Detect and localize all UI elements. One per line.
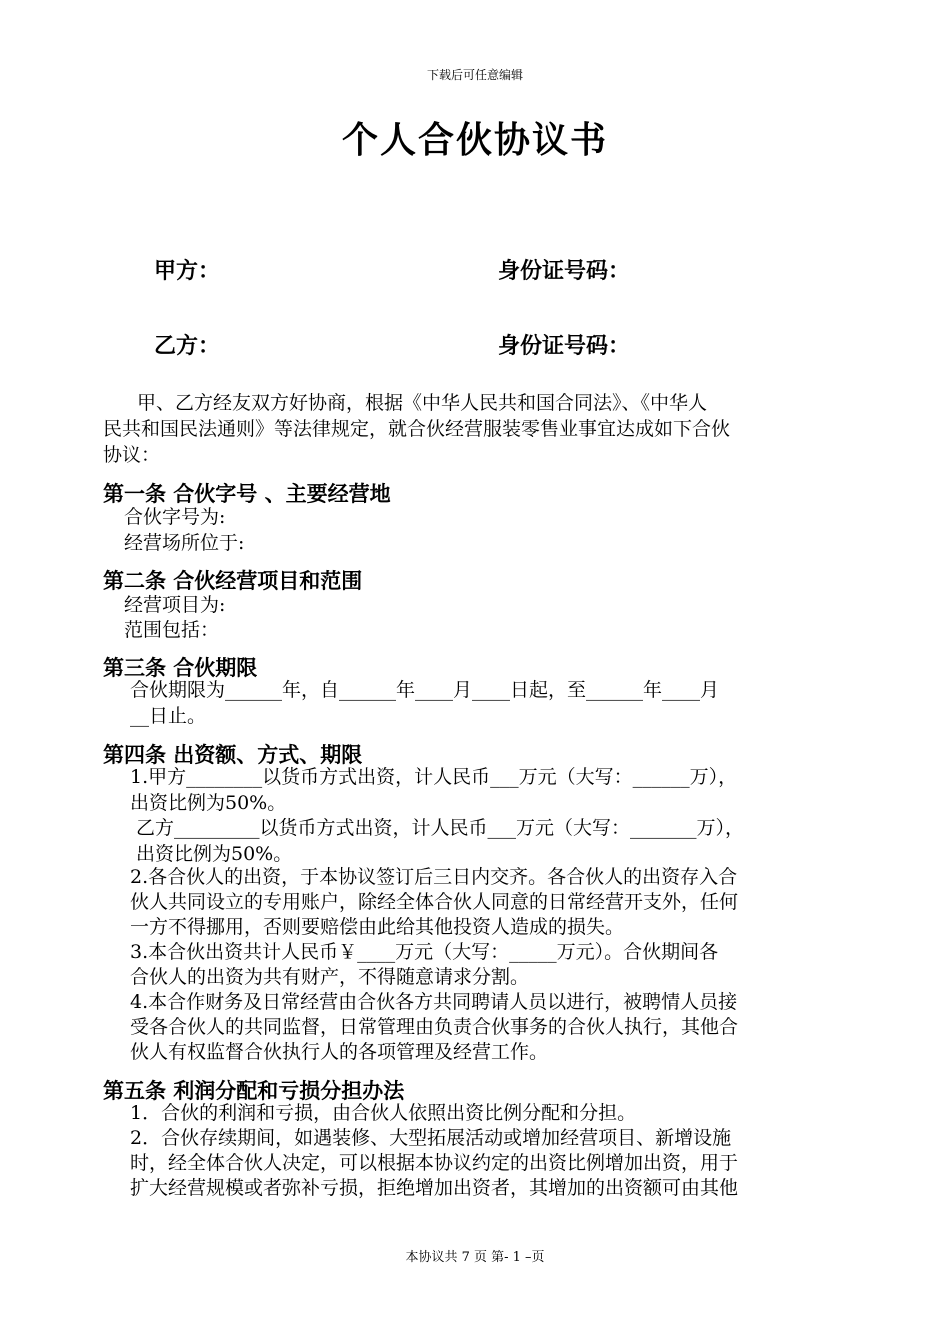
- business-scope-line: 范围包括：: [124, 619, 220, 641]
- document-title: 个人合伙协议书: [341, 119, 608, 161]
- contribution-line: 伙人有权监督合伙执行人的各项管理及经营工作。: [130, 1041, 549, 1063]
- intro-paragraph: [103, 390, 848, 468]
- contribution-line: 4.本合作财务及日常经营由合伙各方共同聘请人员以进行，被聘情人员接: [130, 991, 738, 1013]
- contribution-line: 出资比例为50%。: [130, 792, 287, 814]
- article-2-heading: 第二条 合伙经营项目和范围: [103, 568, 363, 593]
- trade-name-line: 合伙字号为:: [124, 506, 226, 528]
- intro-line: 民共和国民法通则》等法律规定，就合伙经营服装零售业事宜达成如下合伙: [103, 418, 731, 440]
- contribution-line: 1.甲方________以货币方式出资，计人民币___万元（大写：______万），: [130, 766, 738, 788]
- term-line: 合伙期限为______年，自______年____月____日起，至______年____月: [130, 679, 720, 701]
- profit-loss-line: 1．合伙的利润和亏损，由合伙人依照出资比例分配和分担。: [130, 1102, 637, 1124]
- business-project-line: 经营项目为:: [124, 594, 226, 616]
- header-note: 下载后可任意编辑: [426, 68, 523, 82]
- contribution-line: 一方不得挪用，否则要赔偿由此给其他投资人造成的损失。: [130, 916, 625, 938]
- party-b-label: 乙方：: [154, 333, 221, 359]
- article-5-heading: 第五条 利润分配和亏损分担办法: [103, 1078, 405, 1103]
- profit-loss-line: 时，经全体合伙人决定，可以根据本协议约定的出资比例增加出资，用于: [130, 1152, 739, 1174]
- profit-loss-line: 扩大经营规模或者弥补亏损，拒绝增加出资者，其增加的出资额可由其他: [130, 1177, 739, 1199]
- business-location-line: 经营场所位于:: [124, 532, 245, 554]
- party-b-id-label: 身份证号码：: [498, 333, 631, 359]
- page-footer: 本协议共 7 页 第- 1 –页: [405, 1250, 545, 1265]
- article-3-heading: 第三条 合伙期限: [103, 655, 258, 680]
- contribution-line: 合伙人的出资为共有财产，不得随意请求分割。: [130, 966, 530, 988]
- party-a-id-label: 身份证号码：: [498, 258, 631, 284]
- contribution-line: 伙人共同设立的专用账户，除经全体合伙人同意的日常经营开支外，任何: [130, 891, 739, 913]
- contribution-line: 乙方_________以货币方式出资，计人民币___万元（大写：_______万），: [136, 817, 745, 839]
- contribution-line: 2.各合伙人的出资，于本协议签订后三日内交齐。各合伙人的出资存入合: [130, 866, 738, 888]
- party-a-label: 甲方：: [154, 258, 221, 284]
- intro-line: 协议：: [103, 444, 161, 466]
- article-1-heading: 第一条 合伙字号 、主要经营地: [103, 481, 391, 506]
- contribution-line: 3.本合伙出资共计人民币￥____万元（大写：_____万元）。合伙期间各: [130, 941, 719, 963]
- term-line: __日止。: [130, 705, 207, 727]
- profit-loss-line: 2．合伙存续期间，如遇装修、大型拓展活动或增加经营项目、新增设施: [130, 1127, 732, 1149]
- contribution-line: 出资比例为50%。: [136, 843, 293, 865]
- article-4-heading: 第四条 出资额、方式、期限: [103, 742, 363, 767]
- intro-line: 甲、乙方经友双方好协商，根据《中华人民共和国合同法》、《中华人: [137, 392, 708, 414]
- contribution-line: 受各合伙人的共同监督，日常管理由负责合伙事务的合伙人执行，其他合: [130, 1016, 739, 1038]
